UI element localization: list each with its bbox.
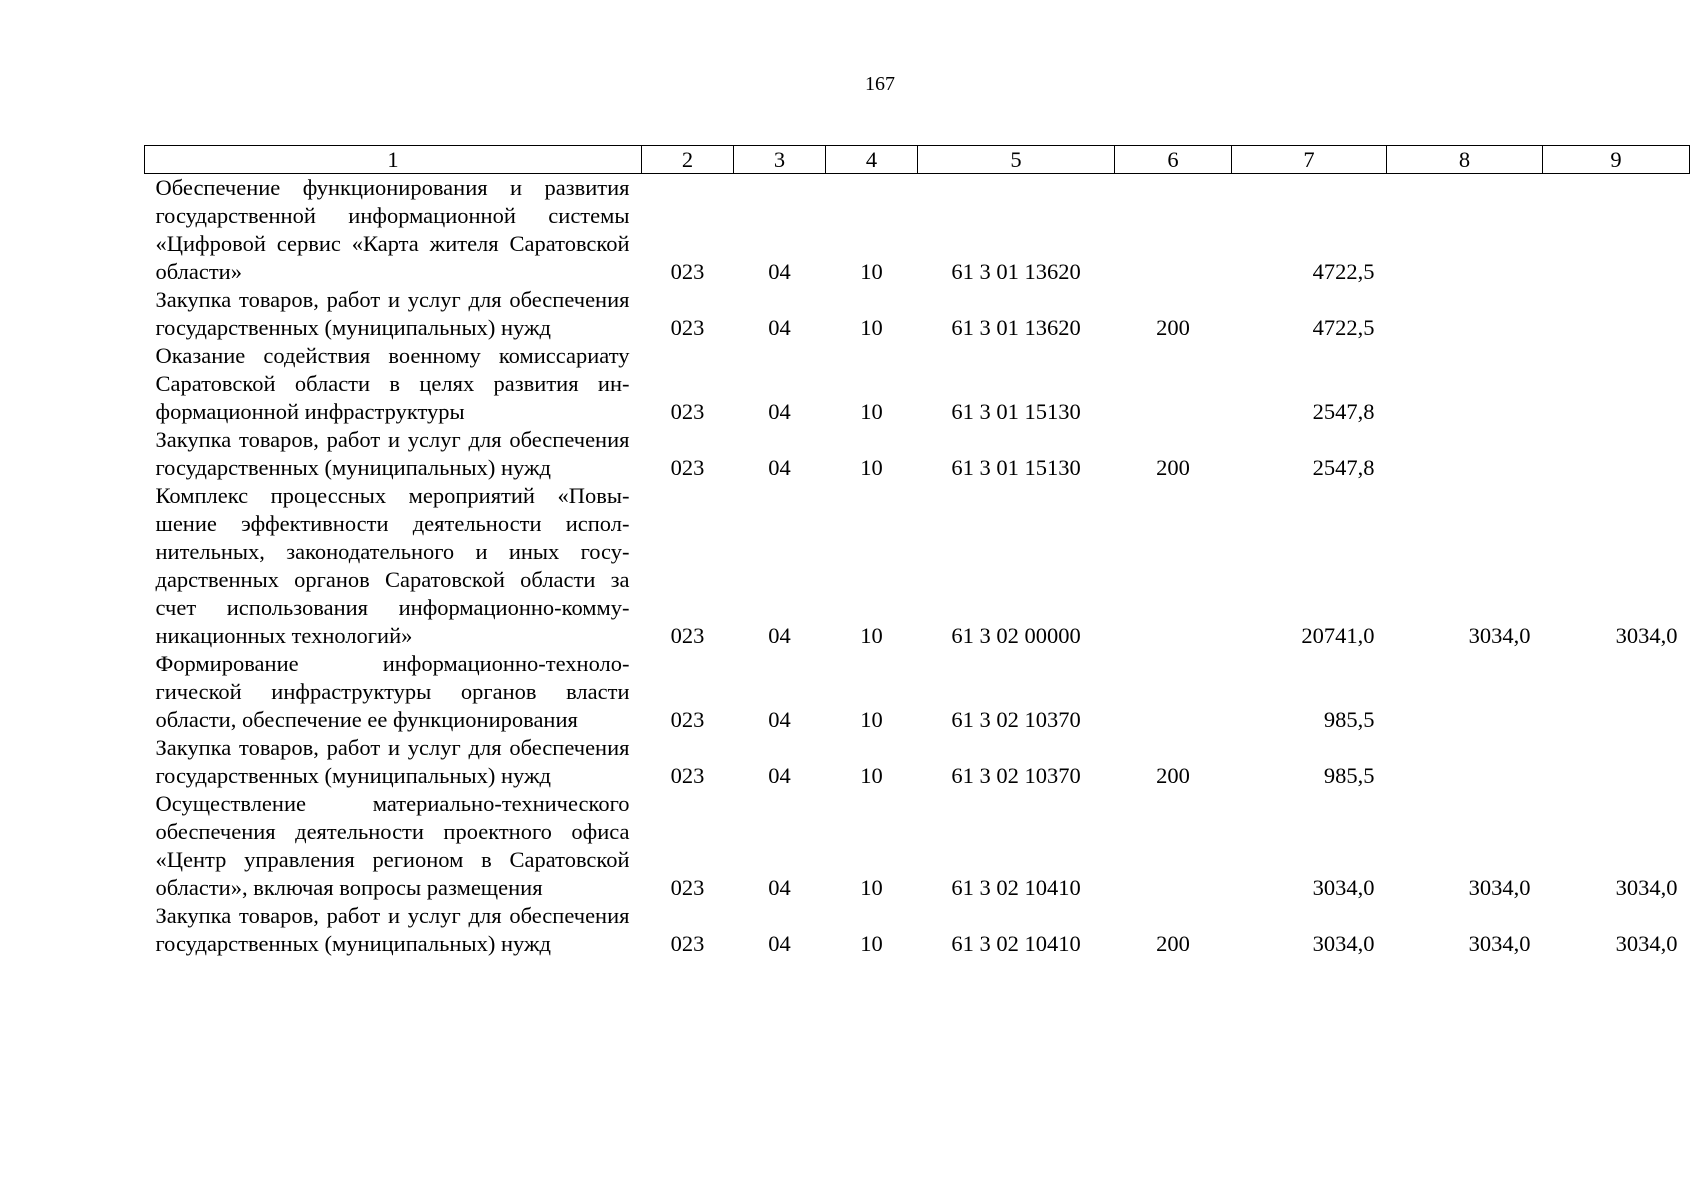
- cell-expense-type: [1115, 650, 1232, 734]
- cell-subsection: 10: [860, 455, 883, 480]
- cell-amount-7: 2547,8: [1312, 455, 1375, 480]
- cell-subsection: 10: [860, 259, 883, 284]
- cell-amount-8: [1387, 734, 1543, 790]
- cell-expense-type: 200: [1156, 455, 1190, 480]
- row-name: Закупка товаров, работ и услуг для обеспечения государственных (муниципальных) нужд: [155, 735, 630, 788]
- table-row: [145, 790, 1690, 902]
- table-row: [145, 426, 1690, 482]
- cell-target-article: 61 3 02 10410: [951, 931, 1081, 956]
- cell-amount-8: [1387, 650, 1543, 734]
- header-cell: 3: [734, 146, 826, 174]
- cell-section: 04: [768, 763, 791, 788]
- cell-amount-8: [1387, 174, 1543, 287]
- cell-expense-type: [1115, 342, 1232, 426]
- table-row: [145, 342, 1690, 426]
- cell-amount-7: 3034,0: [1312, 875, 1375, 900]
- cell-expense-type: 200: [1156, 763, 1190, 788]
- cell-ministry: 023: [670, 763, 705, 788]
- cell-amount-8: 3034,0: [1468, 875, 1531, 900]
- cell-amount-9: [1543, 734, 1690, 790]
- cell-amount-7: 985,5: [1323, 707, 1375, 732]
- table-row: [145, 174, 1690, 287]
- table-row: [145, 734, 1690, 790]
- table-row: [145, 482, 1690, 650]
- cell-amount-8: [1387, 426, 1543, 482]
- row-name: Закупка товаров, работ и услуг для обеспечения государственных (муниципальных) нужд: [155, 427, 630, 480]
- header-row: [145, 146, 1690, 174]
- cell-ministry: 023: [670, 259, 705, 284]
- cell-target-article: 61 3 02 10370: [951, 707, 1081, 732]
- row-name: Закупка товаров, работ и услуг для обеспечения государственных (муниципальных) нужд: [155, 903, 630, 956]
- cell-ministry: 023: [670, 623, 705, 648]
- cell-expense-type: 200: [1156, 315, 1190, 340]
- budget-table: [144, 145, 1690, 958]
- table-row: [145, 650, 1690, 734]
- cell-subsection: 10: [860, 763, 883, 788]
- cell-target-article: 61 3 02 10410: [951, 875, 1081, 900]
- header-cell: 1: [145, 146, 642, 174]
- cell-ministry: 023: [670, 875, 705, 900]
- table-row: [145, 902, 1690, 958]
- header-cell: 2: [642, 146, 734, 174]
- table-row: [145, 286, 1690, 342]
- header-cell: 6: [1115, 146, 1232, 174]
- cell-expense-type: [1115, 482, 1232, 650]
- cell-amount-9: [1543, 286, 1690, 342]
- row-name: Обеспечение функционирования и развития государственной информационной системы «Цифровой сервис «Карта жителя Саратовской области»: [155, 175, 630, 284]
- header-cell: 4: [826, 146, 918, 174]
- cell-subsection: 10: [860, 875, 883, 900]
- cell-section: 04: [768, 707, 791, 732]
- cell-section: 04: [768, 455, 791, 480]
- cell-section: 04: [768, 399, 791, 424]
- cell-target-article: 61 3 02 10370: [951, 763, 1081, 788]
- cell-amount-7: 20741,0: [1301, 623, 1375, 648]
- cell-target-article: 61 3 02 00000: [951, 623, 1081, 648]
- cell-section: 04: [768, 259, 791, 284]
- cell-ministry: 023: [670, 931, 705, 956]
- cell-amount-7: 4722,5: [1312, 315, 1375, 340]
- cell-ministry: 023: [670, 399, 705, 424]
- cell-amount-9: [1543, 174, 1690, 287]
- header-cell: 9: [1543, 146, 1690, 174]
- cell-subsection: 10: [860, 315, 883, 340]
- cell-amount-7: 2547,8: [1312, 399, 1375, 424]
- header-cell: 5: [918, 146, 1115, 174]
- cell-target-article: 61 3 01 13620: [951, 259, 1081, 284]
- page-number: 167: [865, 73, 895, 95]
- cell-target-article: 61 3 01 13620: [951, 315, 1081, 340]
- cell-section: 04: [768, 875, 791, 900]
- cell-section: 04: [768, 931, 791, 956]
- cell-expense-type: 200: [1156, 931, 1190, 956]
- cell-subsection: 10: [860, 931, 883, 956]
- header-cell: 8: [1387, 146, 1543, 174]
- row-name: Закупка товаров, работ и услуг для обеспечения государственных (муниципальных) нужд: [155, 287, 630, 340]
- cell-expense-type: [1115, 174, 1232, 287]
- cell-amount-9: [1543, 342, 1690, 426]
- cell-amount-9: 3034,0: [1615, 931, 1678, 956]
- cell-ministry: 023: [670, 315, 705, 340]
- cell-amount-9: 3034,0: [1615, 623, 1678, 648]
- table-header: [145, 146, 1690, 174]
- row-name: Осуществление материально-технического обеспечения деятельности проектного офиса «Центр управления регионом в Саратовской области», включая вопросы размещения: [155, 791, 630, 900]
- cell-amount-7: 985,5: [1323, 763, 1375, 788]
- cell-ministry: 023: [670, 707, 705, 732]
- row-name: Оказание содействия военному комиссариату Саратовской области в целях развития информационной инфраструктуры: [155, 343, 630, 424]
- cell-subsection: 10: [860, 399, 883, 424]
- header-cell: 7: [1232, 146, 1387, 174]
- cell-amount-9: [1543, 426, 1690, 482]
- table-body: [145, 174, 1690, 959]
- cell-amount-7: 4722,5: [1312, 259, 1375, 284]
- cell-amount-8: 3034,0: [1468, 623, 1531, 648]
- cell-subsection: 10: [860, 707, 883, 732]
- cell-section: 04: [768, 315, 791, 340]
- cell-target-article: 61 3 01 15130: [951, 399, 1081, 424]
- cell-amount-9: 3034,0: [1615, 875, 1678, 900]
- cell-amount-8: [1387, 286, 1543, 342]
- cell-amount-8: [1387, 342, 1543, 426]
- cell-section: 04: [768, 623, 791, 648]
- row-name: Формирование информационно-технологической инфраструктуры органов власти области, обеспечение ее функционирования: [155, 651, 630, 732]
- cell-expense-type: [1115, 790, 1232, 902]
- cell-amount-9: [1543, 650, 1690, 734]
- cell-ministry: 023: [670, 455, 705, 480]
- cell-amount-8: 3034,0: [1468, 931, 1531, 956]
- row-name: Комплекс процессных мероприятий «Повышение эффективности деятельности исполнительных, законодательного и иных государственных органов Саратовской области за счет использования информационно-коммуникационных технологий»: [155, 483, 630, 648]
- cell-target-article: 61 3 01 15130: [951, 455, 1081, 480]
- cell-subsection: 10: [860, 623, 883, 648]
- cell-amount-7: 3034,0: [1312, 931, 1375, 956]
